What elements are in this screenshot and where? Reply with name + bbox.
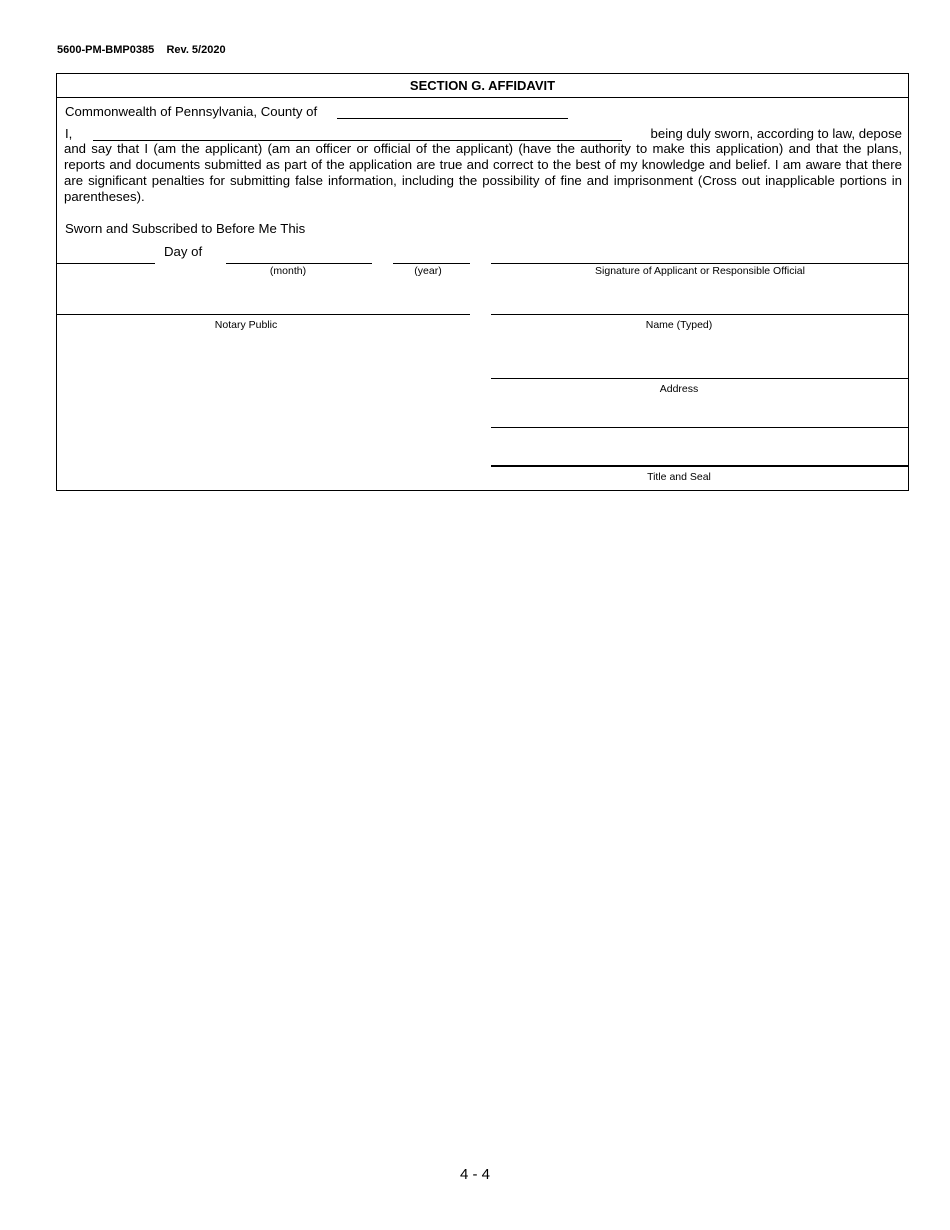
name-typed-field[interactable] xyxy=(491,314,909,315)
section-title: SECTION G. AFFIDAVIT xyxy=(57,74,908,98)
month-caption: (month) xyxy=(269,265,307,277)
notary-field[interactable] xyxy=(57,314,470,315)
i-label: I, xyxy=(65,126,73,141)
address-field-2[interactable] xyxy=(491,427,909,428)
name-typed-caption: Name (Typed) xyxy=(645,319,713,331)
day-of-label: Day of xyxy=(164,244,203,259)
form-header xyxy=(57,44,226,56)
title-seal-field[interactable] xyxy=(491,465,909,467)
month-field[interactable] xyxy=(226,263,372,264)
sworn-subscribed-label: Sworn and Subscribed to Before Me This xyxy=(65,221,306,236)
day-field[interactable] xyxy=(57,263,155,264)
form-revision: Rev. 5/2020 xyxy=(166,44,226,56)
affidavit-statement: and say that I (am the applicant) (am an officer or official of the applicant) (have the authority to make this application) and that the plans, reports and documents submitted as part of the application are true and correct to the best of my knowledge and belief. I am aware that there are significant penalties for submitting false information, including the possibility of fine and imprisonment (Cross out inapplicable portions in parentheses). xyxy=(64,141,902,204)
county-label: Commonwealth of Pennsylvania, County of xyxy=(65,104,318,119)
county-field[interactable] xyxy=(337,118,568,119)
address-caption: Address xyxy=(659,383,699,395)
address-field[interactable] xyxy=(491,378,909,379)
notary-caption: Notary Public xyxy=(214,319,278,331)
page-number: 4 - 4 xyxy=(459,1166,490,1183)
signature-field[interactable] xyxy=(491,263,909,264)
form-id: 5600-PM-BMP0385 xyxy=(57,44,155,56)
sworn-label: being duly sworn, according to law, depose xyxy=(650,126,902,141)
year-field[interactable] xyxy=(393,263,470,264)
year-caption: (year) xyxy=(414,265,442,277)
signature-caption: Signature of Applicant or Responsible Official xyxy=(595,265,805,277)
title-seal-caption: Title and Seal xyxy=(647,471,711,483)
